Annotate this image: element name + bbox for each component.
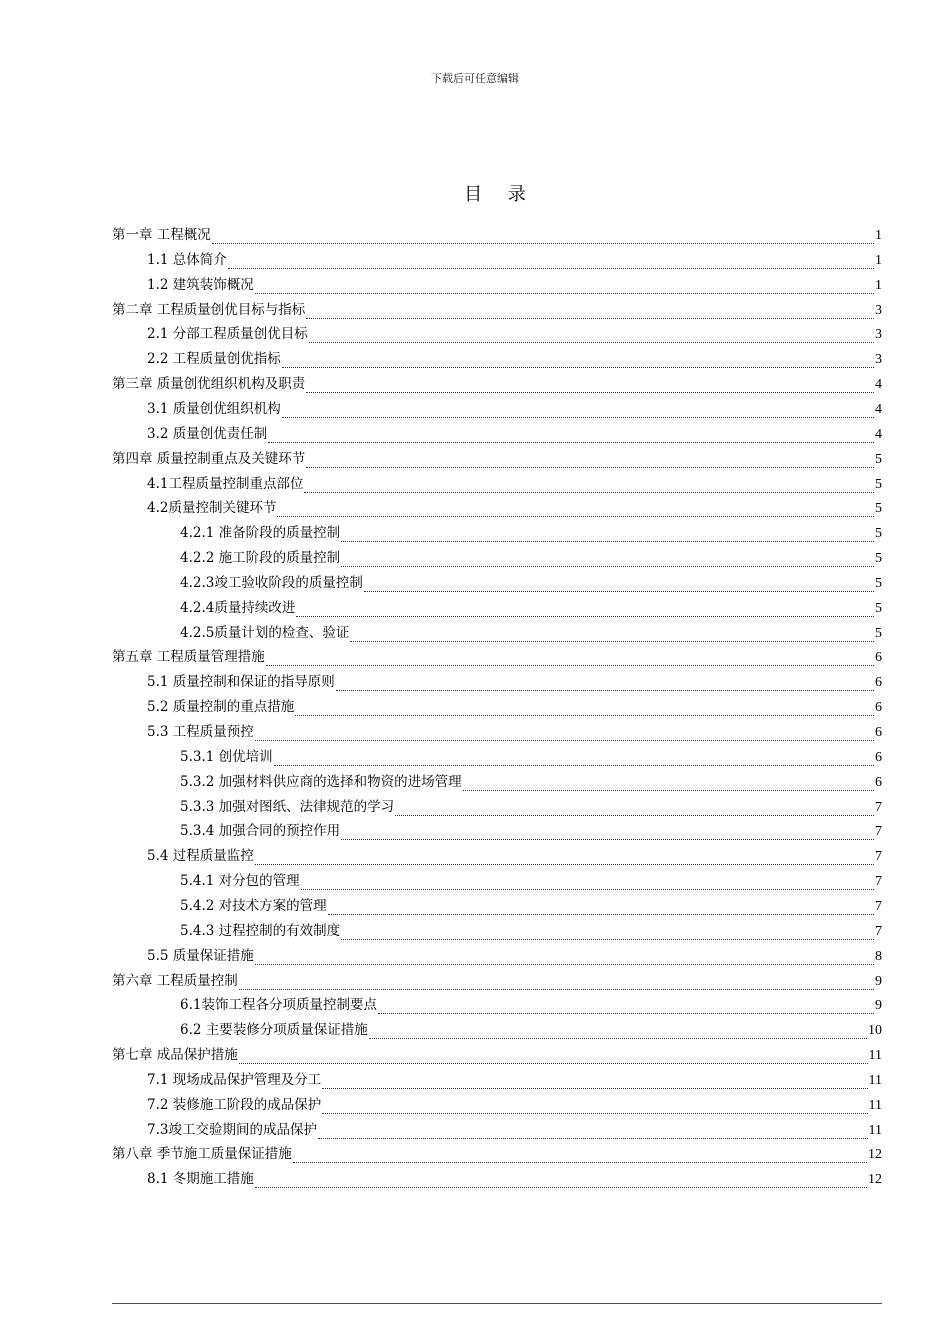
toc-entry[interactable] — [180, 791, 882, 816]
toc-entry-label: 第八章 季节施工质量保证措施 — [112, 1146, 292, 1163]
toc-entry-page: 9 — [875, 998, 882, 1014]
toc-dot-leader — [239, 976, 874, 990]
toc-entry-page: 6 — [875, 650, 882, 666]
toc-dot-leader — [328, 901, 874, 915]
toc-entry[interactable] — [147, 343, 882, 368]
toc-dot-leader — [304, 479, 874, 493]
toc-dot-leader — [306, 305, 874, 319]
toc-entry-page: 7 — [875, 799, 882, 815]
toc-entry[interactable] — [180, 890, 882, 915]
toc-entry[interactable] — [147, 691, 882, 716]
toc-entry[interactable] — [147, 244, 882, 269]
toc-entry-page: 5 — [875, 451, 882, 467]
toc-entry-label: 5.4.1 对分包的管理 — [180, 873, 300, 890]
toc-entry[interactable] — [112, 294, 882, 319]
footer-divider — [112, 1303, 882, 1304]
toc-entry-label: 2.2 工程质量创优指标 — [147, 351, 281, 368]
toc-entry-label: 5.3.3 加强对图纸、法律规范的学习 — [180, 798, 395, 815]
toc-entry-label: 第六章 工程质量控制 — [112, 972, 238, 989]
toc-entry-label: 8.1 冬期施工措施 — [147, 1171, 254, 1188]
toc-entry-label: 4.2.2 施工阶段的质量控制 — [180, 550, 341, 567]
toc-entry-label: 5.3.4 加强合同的预控作用 — [180, 823, 341, 840]
toc-dot-leader — [463, 777, 874, 791]
toc-entry[interactable] — [147, 1163, 882, 1188]
toc-entry-page: 1 — [875, 252, 882, 268]
toc-dot-leader — [369, 1025, 867, 1039]
toc-entry-page: 4 — [875, 426, 882, 442]
toc-entry-label: 6.2 主要装修分项质量保证措施 — [180, 1022, 368, 1039]
toc-dot-leader — [322, 1075, 867, 1089]
toc-entry-page: 3 — [875, 302, 882, 318]
toc-dot-leader — [306, 454, 874, 468]
toc-entry-label: 3.1 质量创优组织机构 — [147, 400, 281, 417]
toc-entry[interactable] — [180, 989, 882, 1014]
toc-dot-leader — [306, 379, 874, 393]
toc-dot-leader — [212, 230, 874, 244]
toc-entry-page: 7 — [875, 874, 882, 890]
toc-entry-page: 5 — [875, 526, 882, 542]
toc-entry-page: 3 — [875, 352, 882, 368]
toc-entry-page: 5 — [875, 600, 882, 616]
toc-dot-leader — [266, 652, 874, 666]
toc-dot-leader — [378, 1000, 874, 1014]
toc-entry-label: 1.2 建筑装饰概况 — [147, 276, 254, 293]
toc-entry-page: 3 — [875, 327, 882, 343]
toc-dot-leader — [395, 802, 874, 816]
toc-dot-leader — [255, 1174, 867, 1188]
toc-entry-page: 12 — [868, 1147, 882, 1163]
toc-entry-page: 6 — [875, 725, 882, 740]
toc-entry-page: 1 — [875, 277, 882, 293]
toc-entry-page: 6 — [875, 774, 882, 790]
toc-entry-page: 11 — [868, 1072, 882, 1088]
toc-entry[interactable] — [147, 418, 882, 443]
toc-entry-label: 5.4.2 对技术方案的管理 — [180, 897, 327, 914]
toc-dot-leader — [268, 429, 874, 443]
toc-entry-page: 6 — [875, 675, 882, 691]
toc-entry-page: 10 — [868, 1023, 882, 1039]
toc-entry-label: 7.1 现场成品保护管理及分工 — [147, 1071, 322, 1088]
toc-entry-page: 7 — [875, 824, 882, 840]
toc-dot-leader — [274, 752, 874, 766]
toc-entry-page: 5 — [875, 575, 882, 591]
toc-entry-label: 4.2.1 准备阶段的质量控制 — [180, 525, 341, 542]
toc-entry-label: 5.1 质量控制和保证的指导原则 — [147, 674, 335, 691]
toc-dot-leader — [309, 329, 874, 343]
toc-entry[interactable] — [147, 1064, 882, 1089]
toc-entry-label: 第二章 工程质量创优目标与指标 — [112, 301, 306, 318]
toc-entry-label: 4.1工程质量控制重点部位 — [147, 475, 304, 492]
toc-entry[interactable] — [147, 468, 882, 493]
toc-dot-leader — [364, 578, 874, 592]
toc-dot-leader — [293, 1149, 867, 1163]
toc-entry[interactable] — [180, 915, 882, 940]
toc-entry[interactable] — [147, 716, 882, 741]
toc-entry[interactable] — [147, 1114, 882, 1139]
toc-entry[interactable] — [180, 567, 882, 592]
toc-dot-leader — [341, 553, 874, 567]
page-title: 目 录 — [464, 184, 536, 205]
toc-entry[interactable] — [147, 492, 882, 517]
toc-entry-page: 4 — [875, 401, 882, 417]
toc-dot-leader — [282, 354, 874, 368]
toc-entry[interactable] — [180, 865, 882, 890]
toc-dot-leader — [341, 926, 874, 940]
toc-entry-label: 7.3竣工交验期间的成品保护 — [147, 1121, 317, 1138]
toc-entry-label: 4.2.3竣工验收阶段的质量控制 — [180, 574, 363, 591]
toc-entry[interactable] — [112, 443, 882, 468]
toc-entry-label: 5.3.1 创优培训 — [180, 748, 273, 765]
toc-dot-leader — [322, 1100, 867, 1114]
toc-entry-page: 5 — [875, 501, 882, 517]
toc-dot-leader — [255, 727, 874, 741]
toc-entry-label: 5.4.3 过程控制的有效制度 — [180, 922, 341, 939]
toc-dot-leader — [282, 404, 874, 418]
toc-dot-leader — [228, 255, 874, 269]
toc-dot-leader — [350, 628, 874, 642]
toc-entry[interactable] — [180, 617, 882, 642]
toc-entry-label: 第五章 工程质量管理措施 — [112, 649, 265, 666]
toc-entry-page: 12 — [868, 1172, 882, 1188]
toc-entry-label: 1.1 总体简介 — [147, 251, 227, 268]
toc-entry-label: 5.2 质量控制的重点措施 — [147, 699, 295, 716]
toc-entry-page: 11 — [868, 1122, 882, 1138]
toc-entry[interactable] — [147, 840, 882, 865]
toc-dot-leader — [301, 876, 874, 890]
toc-entry[interactable] — [112, 1138, 882, 1163]
toc-entry-page: 9 — [875, 973, 882, 989]
toc-entry[interactable] — [180, 815, 882, 840]
toc-entry[interactable] — [147, 1089, 882, 1114]
toc-entry[interactable] — [180, 766, 882, 791]
toc-entry-page: 8 — [875, 948, 882, 964]
toc-entry-label: 第一章 工程概况 — [112, 227, 211, 243]
toc-entry-page: 4 — [875, 377, 882, 393]
page-header: 下载后可任意编辑 — [431, 72, 519, 85]
toc-entry-label: 第七章 成品保护措施 — [112, 1047, 238, 1064]
toc-entry[interactable] — [112, 368, 882, 393]
toc-dot-leader — [336, 677, 874, 691]
toc-entry[interactable] — [112, 1039, 882, 1064]
toc-entry-page: 5 — [875, 625, 882, 641]
toc-dot-leader — [296, 603, 874, 617]
toc-entry[interactable] — [112, 965, 882, 990]
toc-entry-label: 3.2 质量创优责任制 — [147, 425, 268, 442]
toc-entry[interactable] — [147, 393, 882, 418]
toc-entry-label: 5.4 过程质量监控 — [147, 848, 254, 865]
toc-dot-leader — [341, 826, 874, 840]
toc-dot-leader — [277, 503, 874, 517]
toc-entry-page: 6 — [875, 749, 882, 765]
toc-entry-label: 5.3 工程质量预控 — [147, 724, 254, 740]
toc-dot-leader — [295, 702, 874, 716]
toc-entry[interactable] — [112, 219, 882, 244]
toc-entry-label: 7.2 装修施工阶段的成品保护 — [147, 1096, 322, 1113]
toc-entry[interactable] — [180, 1014, 882, 1039]
toc-entry-label: 5.3.2 加强材料供应商的选择和物资的进场管理 — [180, 773, 462, 790]
toc-entry-label: 4.2.5质量计划的检查、验证 — [180, 624, 350, 641]
toc-entry-label: 2.1 分部工程质量创优目标 — [147, 326, 308, 343]
toc-entry-page: 5 — [875, 476, 882, 492]
toc-entry[interactable] — [180, 741, 882, 766]
toc-entry-page: 7 — [875, 849, 882, 865]
toc-entry-label: 4.2质量控制关键环节 — [147, 500, 277, 517]
toc-dot-leader — [318, 1125, 868, 1139]
toc-entry[interactable] — [180, 592, 882, 617]
toc-entry[interactable] — [112, 641, 882, 666]
toc-entry-page: 5 — [875, 551, 882, 567]
toc-dot-leader — [239, 1050, 868, 1064]
toc-entry-page: 7 — [875, 923, 882, 939]
toc-entry-page: 1 — [875, 228, 882, 243]
toc-entry-page: 11 — [868, 1097, 882, 1113]
toc-entry[interactable] — [180, 542, 882, 567]
toc-entry[interactable] — [147, 940, 882, 965]
toc-entry-label: 6.1装饰工程各分项质量控制要点 — [180, 997, 377, 1014]
toc-entry[interactable] — [147, 666, 882, 691]
toc-entry[interactable] — [147, 269, 882, 294]
toc-dot-leader — [341, 528, 874, 542]
toc-entry-label: 第三章 质量创优组织机构及职责 — [112, 376, 306, 393]
toc-dot-leader — [255, 280, 874, 294]
toc-entry-label: 4.2.4质量持续改进 — [180, 599, 296, 616]
toc-entry-page: 11 — [868, 1048, 882, 1064]
toc-dot-leader — [255, 851, 874, 865]
toc-entry-page: 7 — [875, 898, 882, 914]
toc-entry-label: 第四章 质量控制重点及关键环节 — [112, 450, 306, 467]
toc-entry[interactable] — [147, 318, 882, 343]
toc-dot-leader — [255, 951, 874, 965]
toc-entry[interactable] — [180, 517, 882, 542]
toc-entry-page: 6 — [875, 700, 882, 716]
toc-entry-label: 5.5 质量保证措施 — [147, 947, 254, 964]
